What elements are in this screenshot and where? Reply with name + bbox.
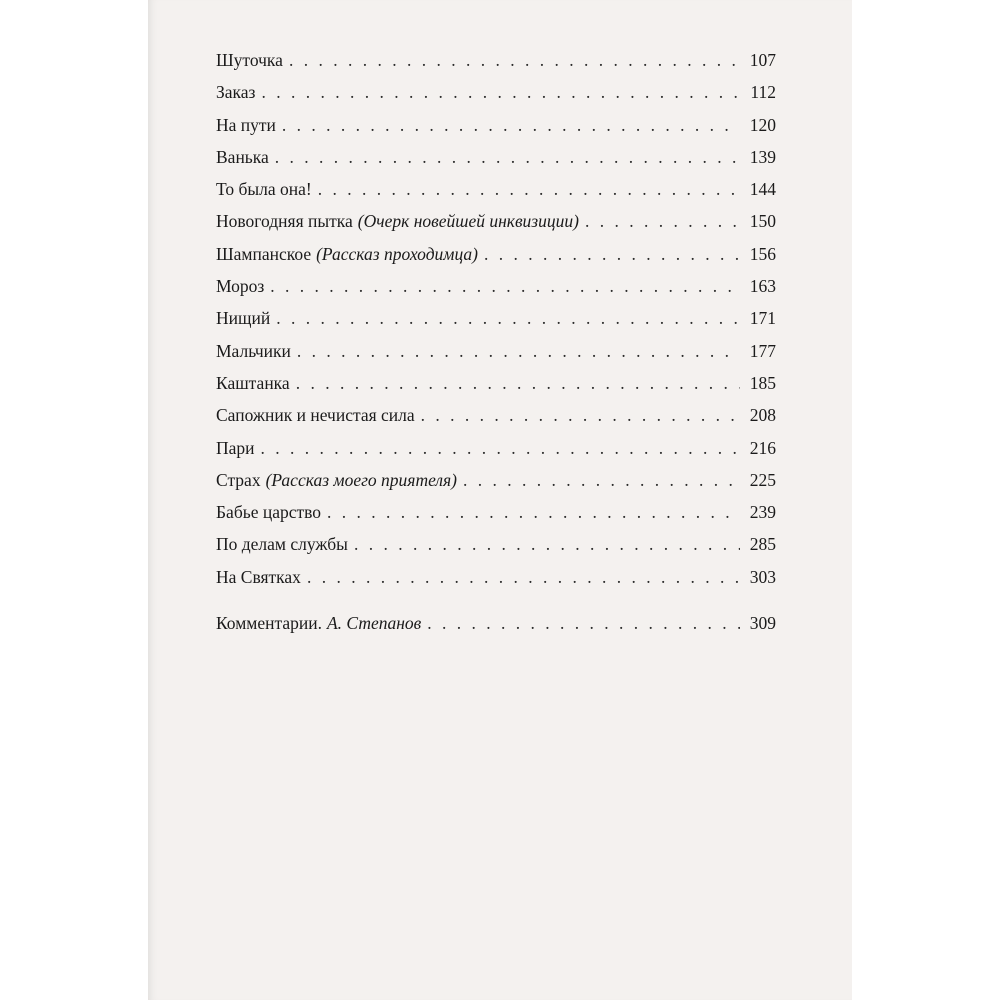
toc-entry-page-number: 156: [749, 243, 776, 264]
toc-entry-leader: [297, 335, 740, 367]
toc-entry-page-number: 144: [749, 179, 776, 200]
toc-entry: [216, 76, 776, 108]
toc-entry-leader: [318, 173, 740, 205]
toc-entry-title: Шампанское: [216, 243, 312, 264]
toc-entry: [216, 238, 776, 270]
toc-entry-title: Новогодняя пытка: [216, 211, 353, 232]
toc-entry-title: Нищий: [216, 308, 271, 329]
toc-entry-page-number: 303: [749, 566, 776, 587]
toc-entry-title: Шуточка: [216, 50, 283, 70]
toc-entry-page-number: 239: [749, 502, 776, 523]
toc-entry-title: Бабье царство: [216, 502, 322, 523]
toc-entry: [216, 367, 776, 399]
toc-entry-leader: [296, 367, 740, 399]
toc-entry-title: На Святках: [216, 566, 301, 587]
toc-entry-title: Заказ: [216, 82, 256, 103]
toc-entry-leader: [261, 76, 740, 108]
toc-entry-subtitle: (Очерк новейшей инквизиции): [357, 211, 579, 232]
toc-entry-commentary: [216, 607, 776, 639]
toc-entry-title: То была она!: [216, 179, 312, 200]
toc-entry-leader: [427, 607, 740, 639]
toc-entry: [216, 44, 776, 76]
toc-entry-page-number: 150: [749, 211, 776, 232]
toc-entry-page-number: 285: [749, 534, 776, 555]
toc-entry-title: По делам службы: [216, 534, 348, 555]
toc-entry: [216, 141, 776, 173]
toc-entry-title: На пути: [216, 114, 276, 135]
toc-entry-leader: [261, 432, 740, 464]
toc-entry-leader: [585, 205, 740, 237]
toc-entry-leader: [463, 464, 740, 496]
toc-entry-title: Ванька: [216, 146, 269, 167]
toc-entry-page-number: 112: [750, 82, 776, 103]
toc-entry-author: А. Степанов: [326, 613, 422, 634]
toc-entry-page-number: 208: [749, 405, 776, 426]
toc-entry: [216, 432, 776, 464]
toc-entry-leader: [484, 238, 740, 270]
table-of-contents: [216, 44, 776, 639]
toc-entry: [216, 205, 776, 237]
toc-entry: [216, 270, 776, 302]
toc-entry: [216, 561, 776, 593]
toc-entry-page-number: 225: [749, 469, 776, 490]
toc-entry-title: Пари: [216, 437, 255, 458]
toc-entry: [216, 528, 776, 560]
toc-entry: [216, 335, 776, 367]
toc-entry-subtitle: (Рассказ проходимца): [316, 243, 479, 264]
toc-entry: [216, 496, 776, 528]
toc-entry-title: Мороз: [216, 276, 265, 297]
toc-entry: [216, 173, 776, 205]
toc-entry-page-number: 177: [749, 340, 776, 361]
toc-entry: [216, 109, 776, 141]
toc-entry-leader: [421, 399, 740, 431]
toc-entry-subtitle: (Рассказ моего приятеля): [265, 469, 458, 490]
toc-entry-leader: [276, 302, 740, 334]
toc-entry-title: Мальчики: [216, 340, 291, 361]
toc-entry-leader: [270, 270, 740, 302]
toc-entry-page-number: 163: [749, 276, 776, 297]
toc-entry-title: Каштанка: [216, 372, 290, 393]
toc-entry-leader: [289, 44, 740, 76]
toc-entry: [216, 399, 776, 431]
toc-entry-page-number: 309: [749, 613, 776, 634]
toc-entry-leader: [275, 141, 740, 173]
toc-entry-leader: [282, 109, 740, 141]
toc-entry-title: Страх: [216, 469, 261, 490]
toc-entry-title: Комментарии.: [216, 613, 322, 634]
toc-entry-page-number: 139: [749, 146, 776, 167]
toc-entry: [216, 464, 776, 496]
toc-entry-page-number: 216: [749, 437, 776, 458]
toc-entry-title: Сапожник и нечистая сила: [216, 405, 415, 426]
toc-entry-page-number: 185: [749, 372, 776, 393]
toc-entry-leader: [327, 496, 740, 528]
toc-entry-leader: [307, 561, 740, 593]
toc-entry-page-number: 171: [749, 308, 776, 329]
toc-entry-page-number: 120: [749, 114, 776, 135]
toc-entry: [216, 302, 776, 334]
toc-entry-page-number: 107: [749, 50, 776, 70]
toc-entry-leader: [354, 528, 740, 560]
